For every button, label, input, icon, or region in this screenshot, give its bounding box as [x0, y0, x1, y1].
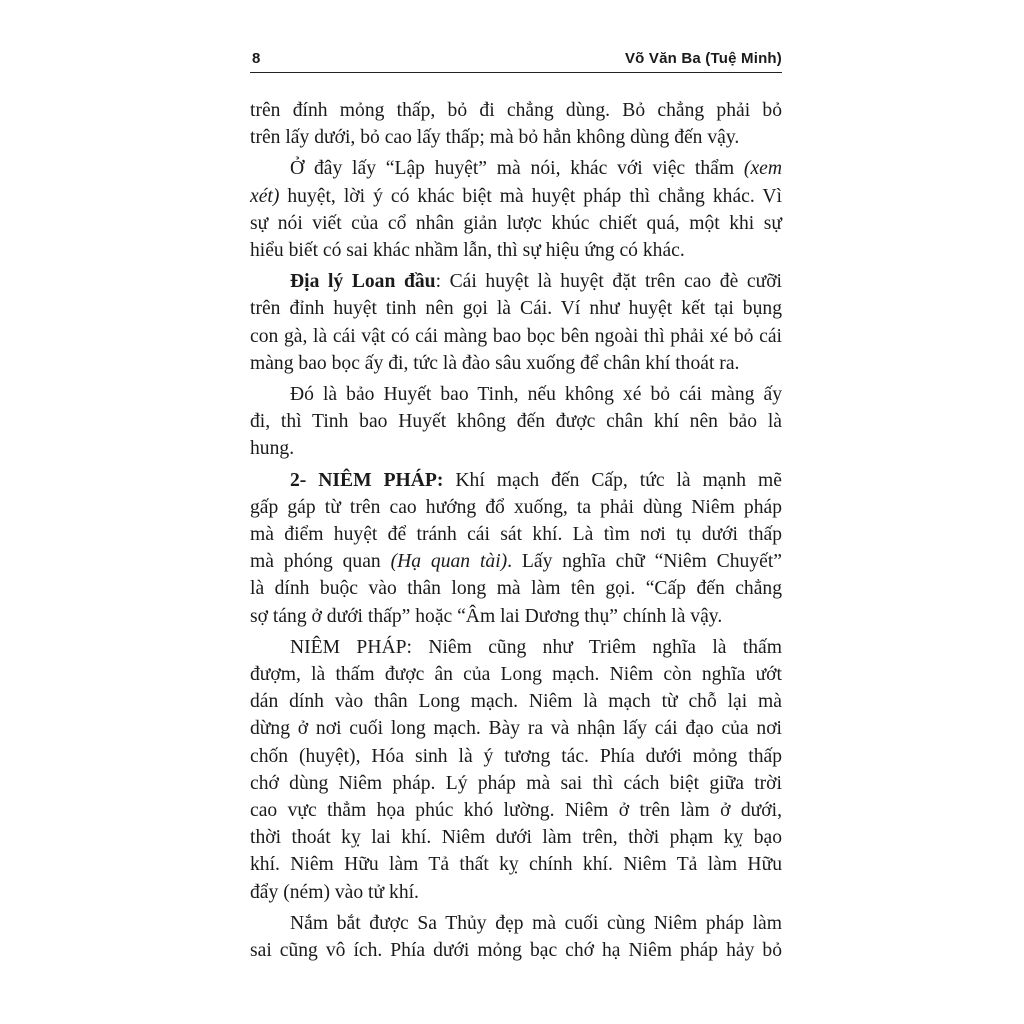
text-line: trên đỉnh huyệt tinh nên gọi là Cái. Ví như huyệt kết tại bụng: [250, 298, 782, 320]
text-line: sợ táng ở dưới thấp” hoặc “Âm lai Dương thụ” chính là vậy.: [250, 605, 723, 627]
text-line: đẩy (ném) vào tử khí.: [250, 881, 419, 903]
text-line: [250, 183, 782, 210]
text-line: trên lấy dưới, bỏ cao lấy thấp; mà bỏ hẳn không dùng đến vậy.: [250, 127, 740, 149]
bold-lead: 2- NIÊM PHÁP:: [290, 469, 444, 491]
text-line: dán dính vào thân Long mạch. Niêm là mạch từ chỗ lại mà: [250, 691, 782, 713]
italic-run: xét): [250, 185, 280, 207]
paragraph: [250, 910, 782, 964]
bold-lead: Địa lý Loan đầu: [290, 271, 436, 293]
text-run: mà phóng quan: [250, 551, 391, 573]
text-line: [250, 467, 782, 494]
paragraph: [250, 97, 782, 151]
page-number: 8: [252, 50, 261, 67]
header-rule: [250, 72, 782, 73]
text-run: Ở đây lấy “Lập huyệt” mà nói, khác với việc thẩm: [290, 158, 744, 180]
text-line: đượm, là thấm được ân của Long mạch. Niêm còn nghĩa ướt: [250, 664, 782, 686]
text-line: là dính buộc vào thân long mà làm tên gọi. “Cấp đến chẳng: [250, 578, 782, 600]
text-line: trên đính mỏng thấp, bỏ đi chẳng dùng. Bỏ chẳng phải bỏ: [250, 100, 782, 121]
text-line: dừng ở nơi cuối long mạch. Bày ra và nhận lấy cái đạo của nơi: [250, 718, 782, 740]
text-line: chốn (huyệt), Hóa sinh là ý tương tác. Phía dưới mỏng thấp: [250, 745, 782, 767]
text-run: : Cái huyệt là huyệt đặt trên cao đè cưỡi: [435, 271, 782, 293]
italic-run: (Hạ quan tài): [390, 551, 508, 573]
paragraph: [250, 268, 782, 377]
text-line: cao vực thẳm họa phúc khó lường. Niêm ở trên làm ở dưới,: [250, 800, 782, 822]
text-line: [250, 548, 782, 575]
text-line: khí. Niêm Hữu làm Tả thất kỵ chính khí. Niêm Tả làm Hữu: [250, 854, 782, 876]
text-line: thời thoát kỵ lai khí. Niêm dưới làm trên, thời phạm kỵ bạo: [250, 827, 782, 849]
text-line: đi, thì Tinh bao Huyết không đến được chân khí nên bảo là: [250, 411, 782, 433]
text-line: mà điểm huyệt để tránh cái sát khí. Là tìm nơi tụ dưới thấp: [250, 524, 782, 546]
text-line: sai cũng vô ích. Phía dưới mỏng bạc chớ hạ Niêm pháp hảy bỏ: [250, 940, 782, 962]
text-line: hung.: [250, 438, 295, 460]
text-line: màng bao bọc ấy đi, tức là đào sâu xuống để chân khí thoát ra.: [250, 352, 740, 374]
text-line: chớ dùng Niêm pháp. Lý pháp mà sai thì cách biệt giữa trời: [250, 772, 782, 794]
running-header: [250, 50, 782, 72]
text-line: Nắm bắt được Sa Thủy đẹp mà cuối cùng Niêm pháp làm: [290, 912, 782, 934]
text-run: Khí mạch đến Cấp, tức là mạnh mẽ: [443, 469, 782, 491]
paragraph: [250, 155, 782, 264]
text-line: [250, 155, 782, 182]
text-run: . Lấy nghĩa chữ “Niêm Chuyết”: [507, 551, 782, 573]
text-line: con gà, là cái vật có cái màng bao bọc bên ngoài thì phải xé bỏ cái: [250, 325, 782, 347]
text-line: gấp gáp từ trên cao hướng đổ xuống, ta phải dùng Niêm pháp: [250, 496, 782, 518]
paragraph: [250, 634, 782, 906]
text-line: [250, 268, 782, 295]
text-line: sự nói viết của cổ nhân giản lược khúc chiết quá, một khi sự: [250, 212, 782, 234]
italic-run: (xem: [743, 158, 782, 180]
author-name: Võ Văn Ba (Tuệ Minh): [624, 50, 782, 67]
text-line: NIÊM PHÁP: Niêm cũng như Triêm nghĩa là thấm: [290, 636, 782, 658]
text-line: Đó là bảo Huyết bao Tinh, nếu không xé bỏ cái màng ấy: [290, 384, 782, 406]
paragraph: [250, 467, 782, 630]
text-line: hiểu biết có sai khác nhầm lẫn, thì sự hiệu ứng có khác.: [250, 240, 685, 262]
text-run: huyệt, lời ý có khác biệt mà huyệt pháp thì chẳng khác. Vì: [279, 185, 782, 207]
body-text: [250, 97, 782, 964]
paragraph: [250, 381, 782, 463]
